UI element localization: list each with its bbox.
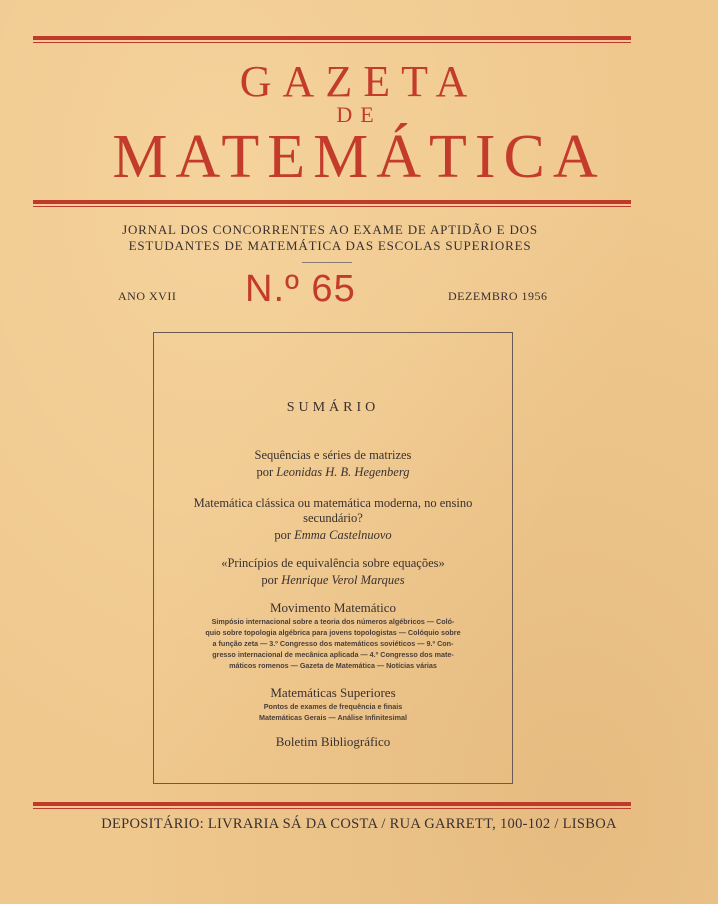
footer-distributor: DEPOSITÁRIO: LIVRARIA SÁ DA COSTA / RUA GARRETT, 100-102 / LISBOA <box>101 816 617 832</box>
article-1-title: Sequências e séries de matrizes <box>254 448 412 462</box>
masthead-rule-thin <box>33 206 631 207</box>
article-2-title-line-1: Matemática clássica ou matemática moderna, no ensino <box>193 496 473 510</box>
article-1-author-line <box>153 465 513 480</box>
masthead-rule <box>33 200 631 204</box>
subtitle-line-1: JORNAL DOS CONCORRENTES AO EXAME DE APTIDÃO E DOS <box>122 222 538 237</box>
masthead-de: DE <box>336 102 382 127</box>
article-1-author: Leonidas H. B. Hegenberg <box>276 465 410 479</box>
article-3-author-line <box>153 573 513 588</box>
issue-number: N.º 65 <box>245 268 356 310</box>
article-2-title-line-2: secundário? <box>303 511 363 525</box>
article-2-author: Emma Castelnuovo <box>294 528 392 542</box>
masthead-matematica: MATEMÁTICA <box>112 123 606 191</box>
article-3-author: Henrique Verol Marques <box>281 573 405 587</box>
movimento-line-2: quio sobre topologia algébrica para jovens topologistas — Colóquio sobre <box>205 628 461 637</box>
issue-year: ANO XVII <box>118 289 177 303</box>
subtitle-line-2: ESTUDANTES DE MATEMÁTICA DAS ESCOLAS SUPERIORES <box>128 238 532 253</box>
superiores-line-1: Pontos de exames de frequência e finais <box>263 702 403 711</box>
movimento-line-3: a função zeta — 3.º Congresso dos matemáticos soviéticos — 9.º Con- <box>212 639 454 648</box>
superiores-line-2: Matemáticas Gerais — Análise Infinitesimal <box>259 713 407 722</box>
article-1-by: por <box>256 465 274 479</box>
movimento-line-1: Simpósio internacional sobre a teoria dos números algébricos — Coló- <box>211 617 455 626</box>
divider <box>302 262 352 263</box>
movimento-line-4: gresso internacional de mecânica aplicada — 4.º Congresso dos mate- <box>212 650 454 659</box>
superiores-heading: Matemáticas Superiores <box>270 685 396 700</box>
masthead-gazeta: GAZETA <box>239 57 479 106</box>
movimento-heading: Movimento Matemático <box>269 600 396 615</box>
top-rule <box>33 36 631 40</box>
summary-heading: SUMÁRIO <box>286 400 380 415</box>
bottom-rule-thin <box>33 808 631 809</box>
article-2-by: por <box>274 528 291 542</box>
movimento-line-5: máticos romenos — Gazeta de Matemática — Notícias várias <box>229 661 437 670</box>
bottom-rule <box>33 802 631 806</box>
article-3-by: por <box>261 573 279 587</box>
top-rule-thin <box>33 42 631 43</box>
boletim-heading: Boletim Bibliográfico <box>275 734 391 749</box>
article-2-author-line <box>153 528 513 543</box>
issue-date: DEZEMBRO 1956 <box>448 289 548 303</box>
article-3-title: «Princípios de equivalência sobre equações» <box>221 556 445 570</box>
